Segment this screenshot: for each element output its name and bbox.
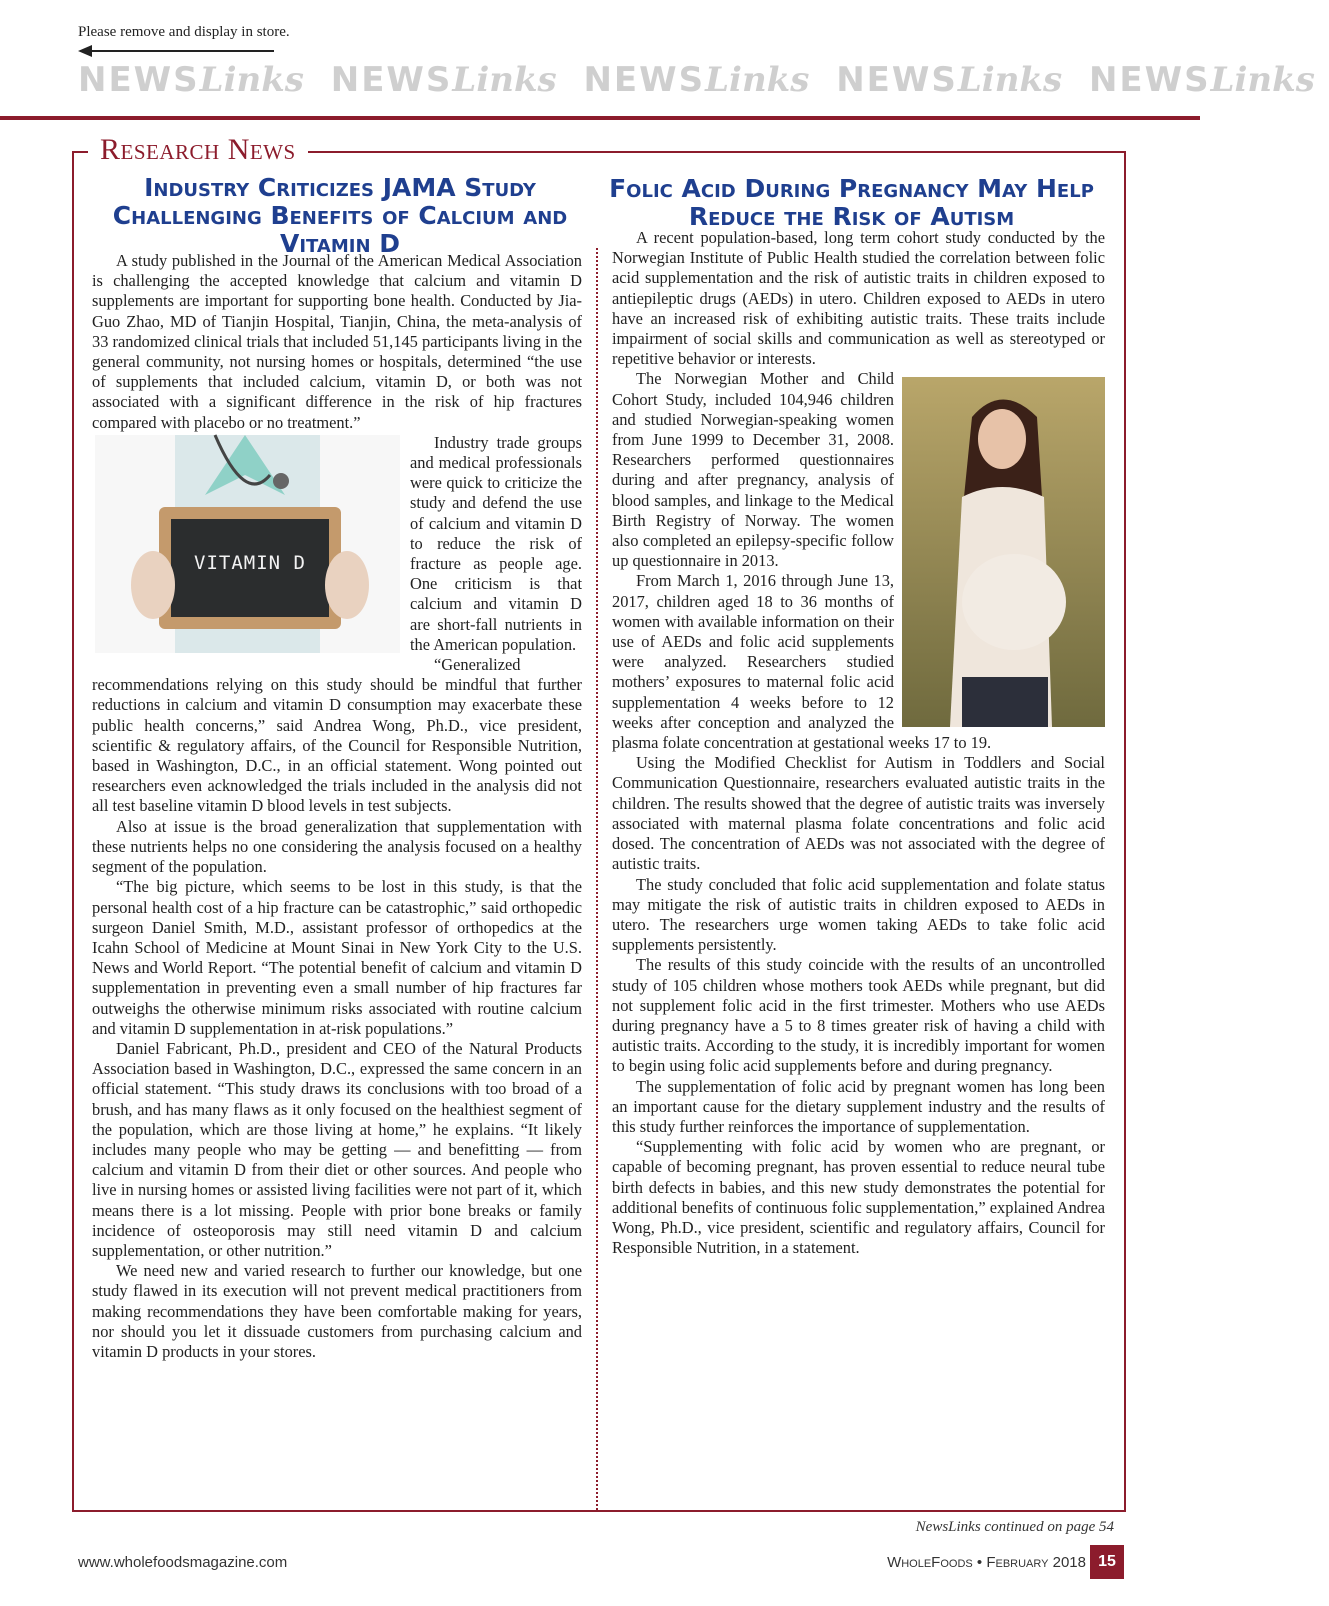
newslinks-banner	[78, 60, 1315, 110]
banner-word: NEWS	[330, 60, 453, 100]
page-number: 15	[1090, 1545, 1124, 1579]
vitamin-d-photo	[95, 435, 400, 653]
article-paragraph: Also at issue is the broad generalization that supplementation with these nutrients helps no one considering the analysis focused on a healthy segment of the population.	[92, 816, 582, 877]
banner-word: NEWS	[836, 60, 958, 100]
banner-script: Links	[452, 60, 557, 100]
article-paragraph: “The big picture, which seems to be lost in this study, is that the personal health cost of a hip fracture can be catastrophic,” said orthopedic surgeon Daniel Smith, M.D., assistant professor of orthopedics at the Icahn School of Medicine at Mount Sinai in New York City to the U.S. News and World Report. “The potential benefit of calcium and vitamin D supplementation in preventing even a small number of hip fractures far outweighs the otherwise minimum risks associated with routine calcium and vitamin D supplementation in at-risk populations.”	[92, 877, 582, 1038]
store-display-notice: Please remove and display in store.	[78, 24, 290, 40]
article-paragraph: A recent population-based, long term cohort study conducted by the Norwegian Institute of Public Health studied the correlation between folic acid supplementation and the risk of autistic traits in children exposed to antiepileptic drugs (AEDs) in utero. Children exposed to AEDs in utero have an increased risk of exhibiting autistic traits. These traits include impairment of social skills and communication as well as stereotyped or repetitive behavior or interests.	[612, 228, 1105, 369]
banner-word: NEWS	[583, 60, 706, 100]
banner-script: Links	[705, 60, 810, 100]
article-paragraph: “Supplementing with folic acid by women who are pregnant, or capable of becoming pregnant, has proven essential to reduce neural tube birth defects in babies, and this new study demonstrates the potential for additional benefits of continuous folic supplementation,” explained Andrea Wong, Ph.D., vice president, scientific and regulatory affairs, Council for Responsible Nutrition, in a statement.	[612, 1137, 1105, 1258]
section-label: Research News	[88, 133, 308, 167]
banner-script: Links	[957, 60, 1063, 100]
banner-script: Links	[1210, 60, 1315, 100]
footer-url: www.wholefoodsmagazine.com	[78, 1554, 288, 1571]
vitamin-d-illustration	[95, 435, 400, 653]
header-rule	[0, 116, 1200, 120]
article-paragraph: The results of this study coincide with the results of an uncontrolled study of 105 children whose mothers took AEDs while pregnant, but did not supplement folic acid in the first trimester. Mothers who use AEDs during pregnancy have a 5 to 8 times greater risk of having a child with autistic traits. According to the study, it is incredibly important for women to begin using folic acid supplements before and during pregnancy.	[612, 955, 1105, 1076]
left-article-body	[92, 251, 582, 1511]
banner-word: NEWS	[78, 60, 200, 100]
article-paragraph: Industry trade groups and medical professionals were quick to criticize the study and defend the use of calcium and vitamin D to reduce the risk of fracture as people age. One criticism is that calcium and vitamin D are short-fall nutrients in the American population.	[410, 432, 582, 654]
left-arrow-icon	[78, 44, 274, 58]
article-paragraph: Daniel Fabricant, Ph.D., president and CEO of the Natural Products Association based in Washington, D.C., expressed the same concern in an official statement. “This study draws its conclusions with too broad of a brush, and has many flaws as it only focused on the healthiest segment of the population, which are those living at home,” he explains. “It likely includes many people who may be getting — and benefitting — from calcium and vitamin D from their diet or other sources. And people who live in nursing homes or assisted living facilities were not part of it, which means there is a lot missing. People with prior bone breaks or family incidence of osteoporosis may still need vitamin D and calcium supplementation, or other nutrition.”	[92, 1038, 582, 1260]
column-divider	[596, 248, 598, 1510]
article-paragraph: The study concluded that folic acid supplementation and folate status may mitigate the risk of autistic traits in children exposed to AEDs in utero. The researchers urge women taking AEDs to take folic acid supplements persistently.	[612, 874, 1105, 955]
banner-script: Links	[199, 60, 304, 100]
article-paragraph: We need new and varied research to further our knowledge, but one study flawed in its execution will not prevent medical practitioners from making recommendations they have been comfortable making for years, nor should you let it dissuade customers from purchasing calcium and vitamin D products in your stores.	[92, 1261, 582, 1361]
article-paragraph: The supplementation of folic acid by pregnant women has long been an important cause for the dietary supplement industry and the results of this study further reinforces the importance of supplementation.	[612, 1076, 1105, 1136]
article-paragraph: A study published in the Journal of the American Medical Association is challenging the accepted knowledge that calcium and vitamin D supplements are important for supporting bone health. Conducted by Jia-Guo Zhao, MD of Tianjin Hospital, Tianjin, China, the meta-analysis of 33 randomized clinical trials that included 51,145 participants living in the general community, not nursing homes or hospitals, determined “the use of supplements that included calcium, vitamin D, or both was not associated with a significant difference in the risk of hip fractures compared with placebo or no treatment.”	[92, 251, 582, 432]
banner-word: NEWS	[1088, 60, 1211, 100]
footer-issue: WholeFoods • February 2018	[887, 1554, 1086, 1571]
right-article-headline: Folic Acid During Pregnancy May Help Reduce the Risk of Autism	[609, 174, 1094, 231]
pregnant-woman-photo	[902, 377, 1105, 727]
left-article-headline: Industry Criticizes JAMA Study Challenging Benefits of Calcium and Vitamin D	[112, 173, 568, 258]
article-paragraph: The Norwegian Mother and Child Cohort Study, included 104,946 children and studied Norwegian-speaking women from June 1999 to December 31, 2008. Researchers performed questionnaires during and after pregnancy, analysis of blood samples, and linkage to the Medical Birth Registry of Norway. The women also completed an epilepsy-specific follow up questionnaire in 2013.	[612, 369, 894, 571]
article-paragraph: From March 1, 2016 through June 13, 2017, children aged 18 to 36 months of women with available information on their use of AEDs and folic acid supplements were analyzed. Researchers studied mothers’ exposures to maternal folic acid supplementation 4 weeks before to 12 weeks after conception and analyzed the plasma folate concentration at gestational weeks 17 to 19.	[612, 571, 992, 753]
right-article-body	[612, 228, 1105, 1508]
continued-note: NewsLinks continued on page 54	[915, 1519, 1114, 1535]
pregnant-woman-illustration	[902, 377, 1105, 727]
article-paragraph: “Generalized recommendations relying on this study should be mindful that further reductions in calcium and vitamin D consumption may exacerbate these public health concerns,” said Andrea Wong, Ph.D., vice president, scientific & regulatory affairs, of the Council for Responsible Nutrition, based in Washington, D.C., in an official statement. Wong pointed out researchers even acknowledged the trials included in the analysis did not all test baseline vitamin D blood levels in test subjects.	[92, 655, 582, 816]
vitamin-d-board-label: VITAMIN D	[194, 551, 306, 574]
article-paragraph: Using the Modified Checklist for Autism in Toddlers and Social Communication Questionnaire, researchers evaluated autistic traits in the children. The results showed that the degree of autistic traits was inversely associated with maternal plasma folate concentrations and folic acid dosed. The concentration of AEDs was not associated with the degree of autistic traits.	[612, 753, 1105, 874]
